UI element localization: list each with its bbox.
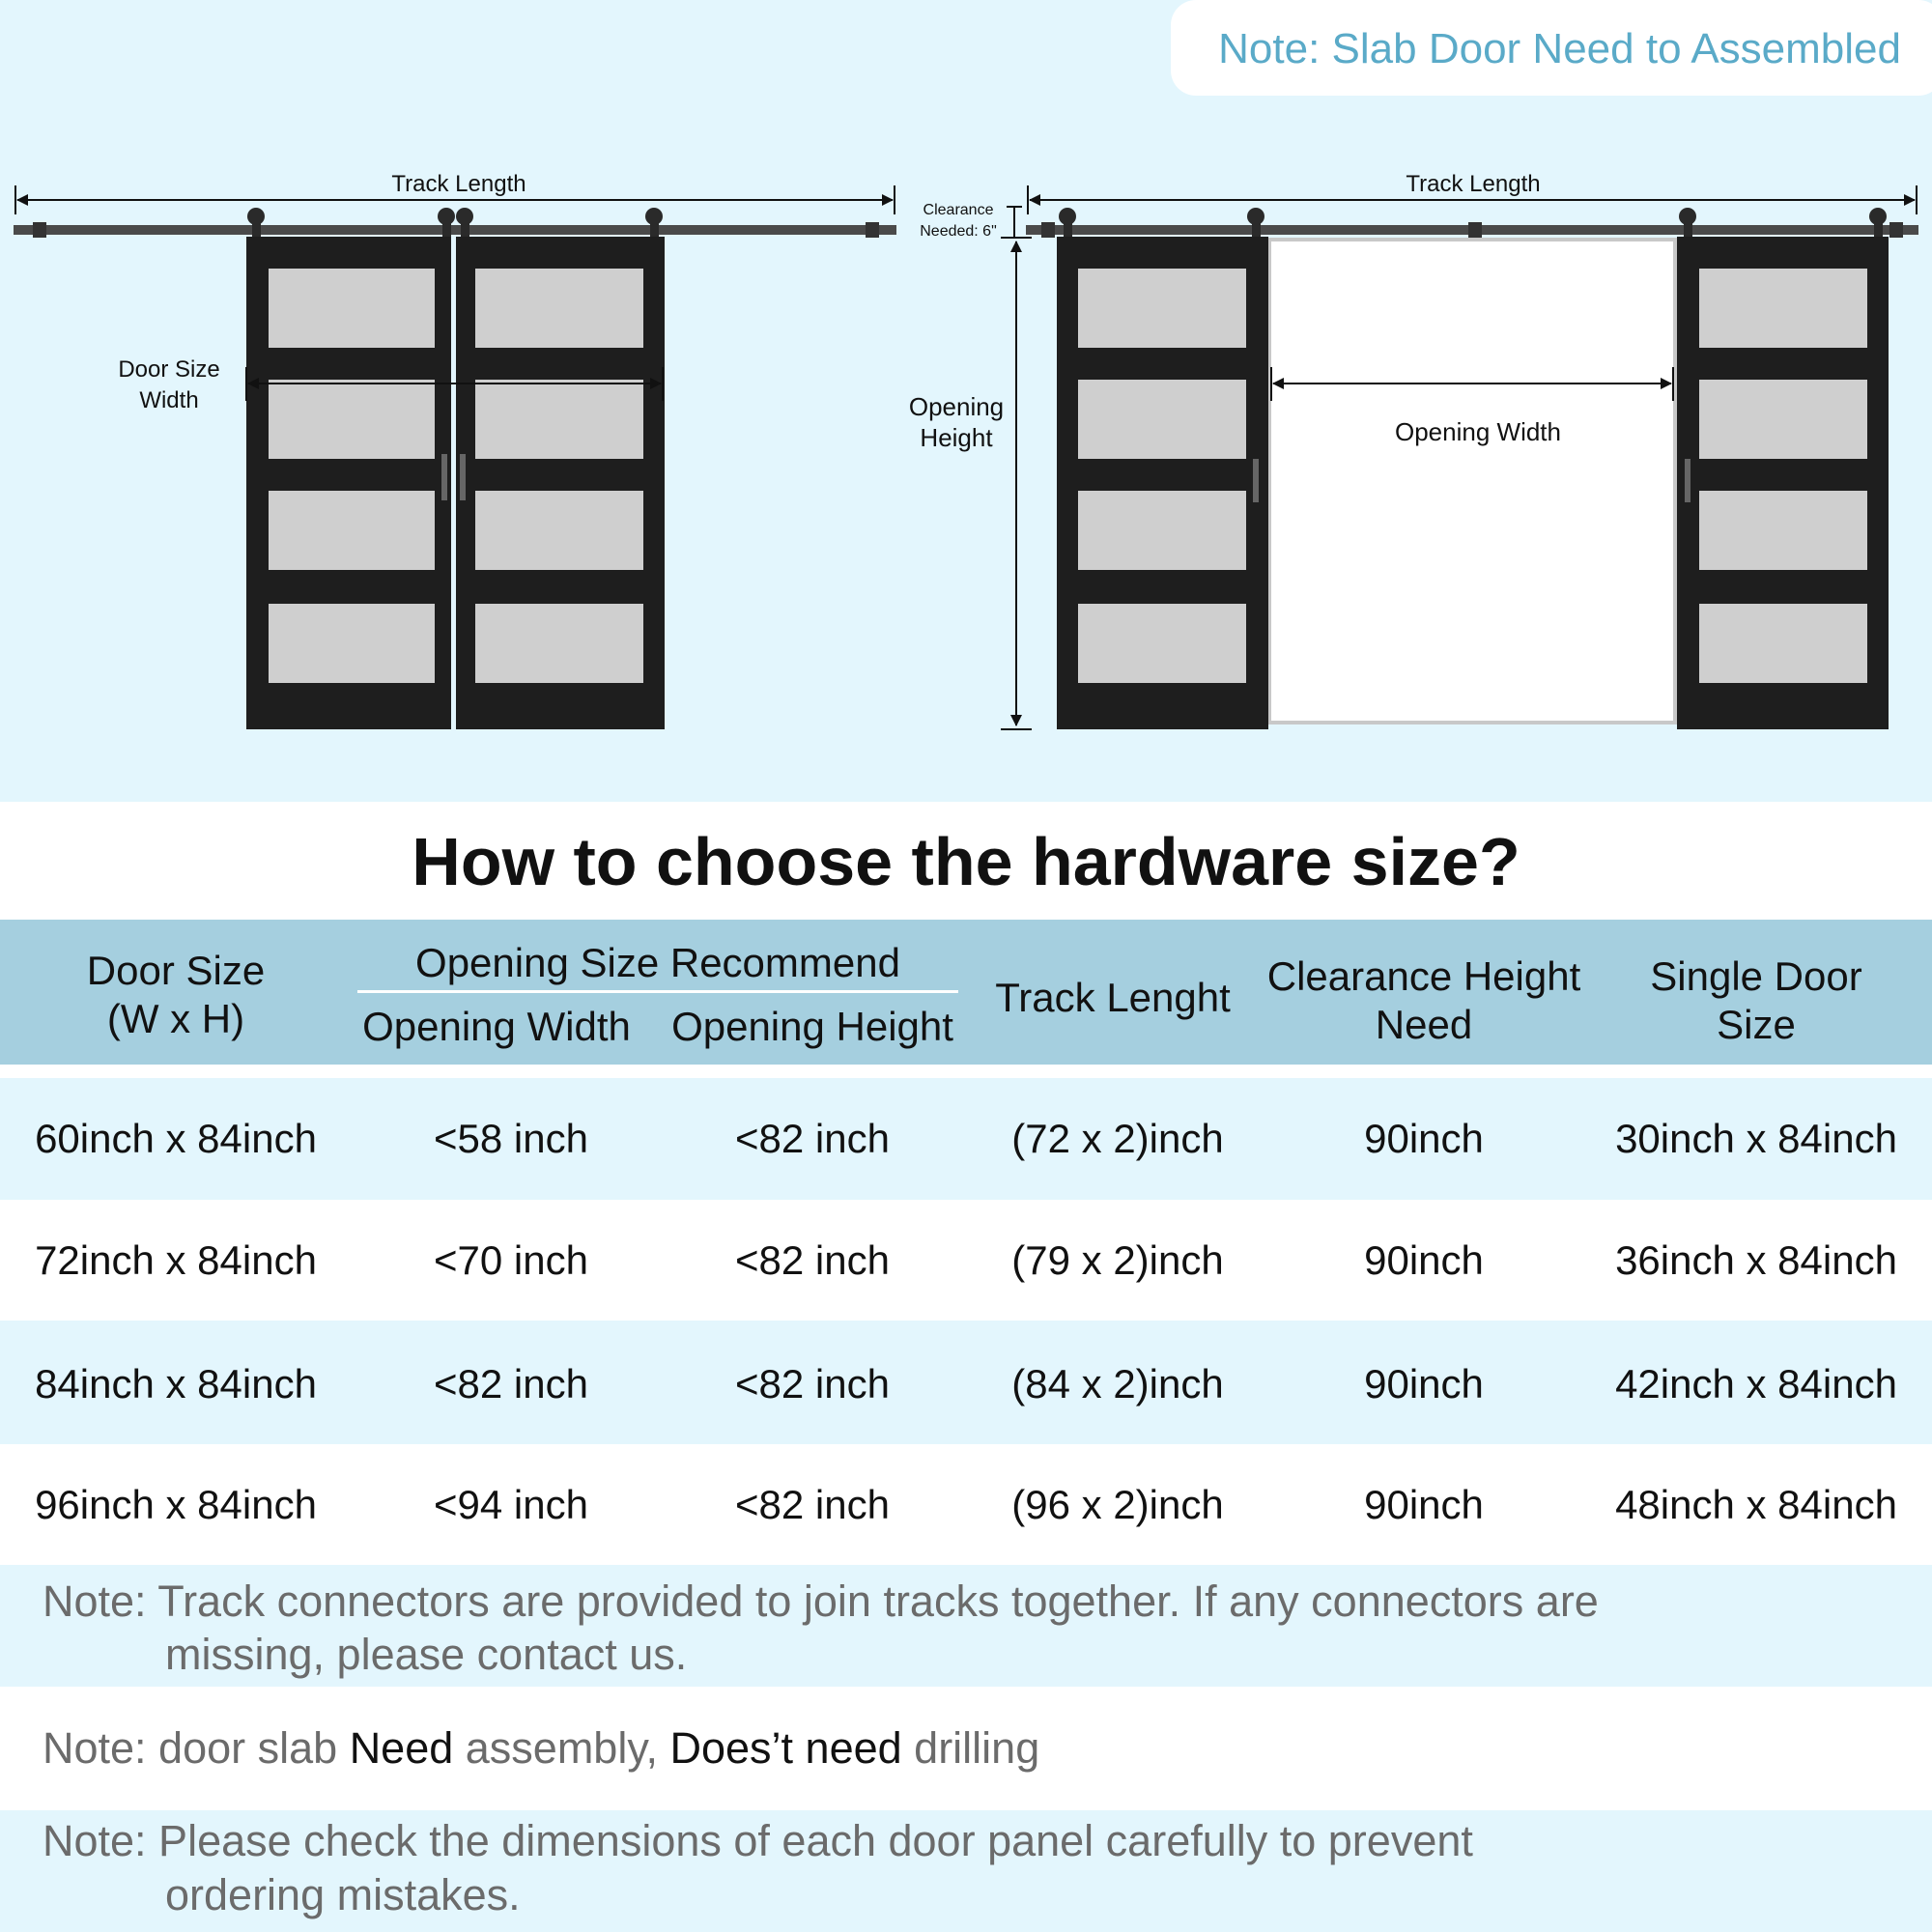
cell-opening-height: <82 inch [735,1237,890,1283]
cell-opening-width: <58 inch [434,1116,588,1161]
left-door-panel-1 [246,237,451,729]
table-row [0,1078,1932,1199]
cell-opening-width: <70 inch [434,1237,588,1283]
clearance-label-line1: Clearance [923,202,994,218]
right-door-panel-right [1677,237,1889,729]
clearance-label-line2: Needed: 6" [920,223,997,240]
cell-opening-height: <82 inch [735,1361,890,1406]
note-assembly [0,1687,1932,1810]
right-track-label: Track Length [1406,171,1541,197]
cell-opening-width: <82 inch [434,1361,588,1406]
cell-single-door: 30inch x 84inch [1615,1116,1897,1161]
cell-door-size: 72inch x 84inch [35,1237,317,1283]
table-row [0,1200,1932,1321]
door-width-label-line1: Door Size [118,356,220,383]
header-opening-width: Opening Width [362,1004,631,1049]
table-row [0,1444,1932,1565]
note-connectors [0,1565,1932,1687]
cell-opening-height: <82 inch [735,1116,890,1161]
cell-clearance: 90inch [1364,1237,1484,1283]
page-title: How to choose the hardware size? [412,824,1520,899]
right-door-panel-left [1057,237,1268,729]
header-single-door: Single Door Size [1650,953,1862,1047]
cell-clearance: 90inch [1364,1116,1484,1161]
cell-track: (96 x 2)inch [1011,1482,1224,1527]
note-dimensions-line1: Note: Please check the dimensions of each door panel carefully to prevent [43,1816,1473,1865]
cell-track: (79 x 2)inch [1011,1237,1224,1283]
note-assembly-text: Note: door slab Need assembly, Does’t need drilling [43,1723,1040,1773]
header-opening-group: Opening Size Recommend [415,940,900,985]
cell-track: (72 x 2)inch [1011,1116,1224,1161]
cell-clearance: 90inch [1364,1482,1484,1527]
table-header [0,920,1932,1065]
cell-single-door: 42inch x 84inch [1615,1361,1897,1406]
cell-opening-width: <94 inch [434,1482,588,1527]
cell-door-size: 96inch x 84inch [35,1482,317,1527]
door-width-label-line2: Width [139,387,199,413]
cell-door-size: 84inch x 84inch [35,1361,317,1406]
opening-width-label: Opening Width [1395,417,1561,446]
top-note-text: Note: Slab Door Need to Assembled [1218,25,1901,72]
cell-track: (84 x 2)inch [1011,1361,1224,1406]
header-group-divider [357,990,958,993]
note-dimensions [0,1810,1932,1932]
header-track: Track Lenght [995,975,1231,1020]
header-clearance: Clearance Height Need [1266,953,1581,1047]
wall-opening [1269,240,1675,723]
left-diagram [14,171,896,729]
left-track-rail [14,225,896,235]
cell-door-size: 60inch x 84inch [35,1116,317,1161]
opening-height-label-line1: Opening [908,392,1005,421]
note-dimensions-line2: ordering mistakes. [165,1870,521,1919]
left-door-panel-2 [456,237,665,729]
cell-single-door: 48inch x 84inch [1615,1482,1897,1527]
note-connectors-line2: missing, please contact us. [165,1630,688,1679]
header-gap [0,1065,1932,1078]
left-track-label: Track Length [391,171,526,197]
header-opening-height: Opening Height [671,1004,953,1049]
header-door-size: Door Size (W x H) [86,948,266,1041]
table-row [0,1323,1932,1444]
right-diagram [909,171,1918,729]
cell-opening-height: <82 inch [735,1482,890,1527]
note-connectors-line1: Note: Track connectors are provided to join tracks together. If any connectors are [43,1577,1599,1626]
cell-single-door: 36inch x 84inch [1615,1237,1897,1283]
opening-height-label-line2: Height [920,423,993,452]
door-diagram [0,0,1932,802]
cell-clearance: 90inch [1364,1361,1484,1406]
